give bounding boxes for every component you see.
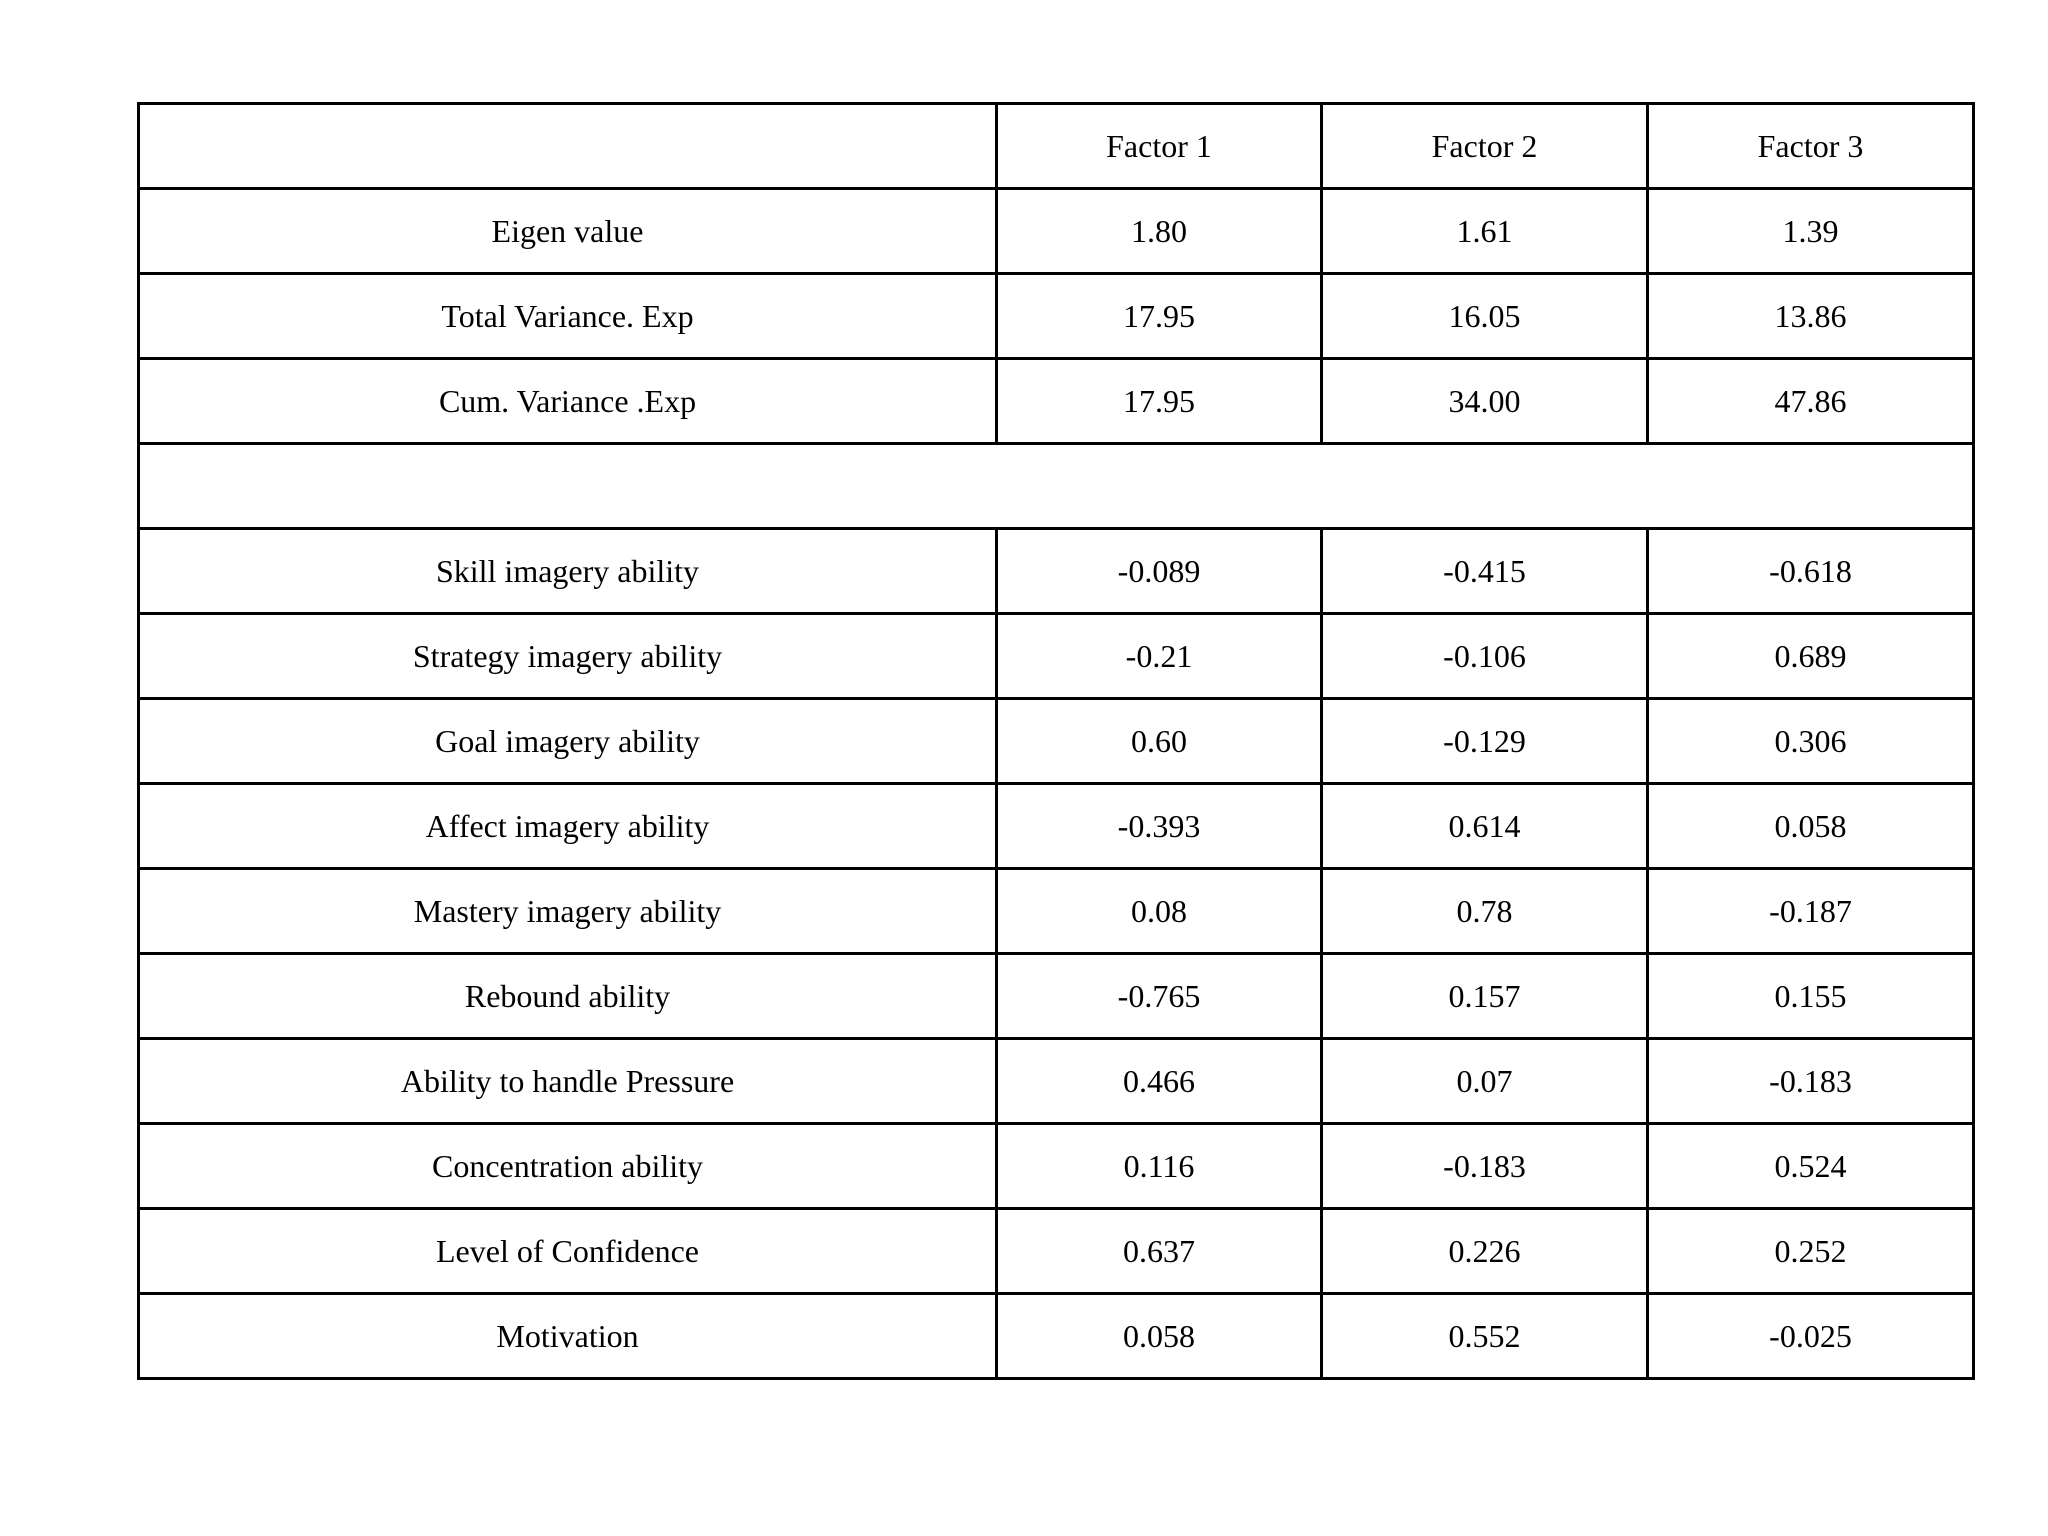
value-cell: -0.765 (997, 954, 1322, 1039)
table-row (139, 699, 1974, 784)
value-cell: -0.089 (997, 529, 1322, 614)
table-row (139, 614, 1974, 699)
value-cell: 0.07 (1322, 1039, 1648, 1124)
header-cell-factor-3: Factor 3 (1648, 104, 1974, 189)
value-cell: -0.393 (997, 784, 1322, 869)
value-cell: 17.95 (997, 359, 1322, 444)
value-cell: 0.306 (1648, 699, 1974, 784)
value-cell: 1.39 (1648, 189, 1974, 274)
value-cell: 34.00 (1322, 359, 1648, 444)
value-cell: 16.05 (1322, 274, 1648, 359)
table-row (139, 274, 1974, 359)
row-label: Cum. Variance .Exp (139, 359, 997, 444)
table-row (139, 359, 1974, 444)
value-cell: 47.86 (1648, 359, 1974, 444)
row-label: Mastery imagery ability (139, 869, 997, 954)
value-cell: 0.637 (997, 1209, 1322, 1294)
row-label: Rebound ability (139, 954, 997, 1039)
row-label: Level of Confidence (139, 1209, 997, 1294)
row-label: Total Variance. Exp (139, 274, 997, 359)
value-cell: 0.058 (997, 1294, 1322, 1379)
row-label: Eigen value (139, 189, 997, 274)
header-row (139, 104, 1974, 189)
value-cell: 0.466 (997, 1039, 1322, 1124)
value-cell: 0.252 (1648, 1209, 1974, 1294)
table-row (139, 869, 1974, 954)
value-cell: -0.183 (1322, 1124, 1648, 1209)
row-label: Concentration ability (139, 1124, 997, 1209)
table-row (139, 1294, 1974, 1379)
value-cell: -0.618 (1648, 529, 1974, 614)
value-cell: -0.025 (1648, 1294, 1974, 1379)
table-row (139, 529, 1974, 614)
row-label: Ability to handle Pressure (139, 1039, 997, 1124)
row-label: Goal imagery ability (139, 699, 997, 784)
value-cell: 0.155 (1648, 954, 1974, 1039)
table-row (139, 189, 1974, 274)
value-cell: 0.08 (997, 869, 1322, 954)
row-label: Skill imagery ability (139, 529, 997, 614)
value-cell: 0.614 (1322, 784, 1648, 869)
table-row (139, 1039, 1974, 1124)
value-cell: 1.80 (997, 189, 1322, 274)
row-label: Motivation (139, 1294, 997, 1379)
table-row (139, 784, 1974, 869)
value-cell: 1.61 (1322, 189, 1648, 274)
value-cell: 0.524 (1648, 1124, 1974, 1209)
value-cell: 0.157 (1322, 954, 1648, 1039)
value-cell: 0.689 (1648, 614, 1974, 699)
value-cell: 0.226 (1322, 1209, 1648, 1294)
header-cell-factor-2: Factor 2 (1322, 104, 1648, 189)
value-cell: -0.183 (1648, 1039, 1974, 1124)
value-cell: -0.187 (1648, 869, 1974, 954)
row-label: Strategy imagery ability (139, 614, 997, 699)
header-cell-empty (139, 104, 997, 189)
value-cell: -0.129 (1322, 699, 1648, 784)
value-cell: -0.106 (1322, 614, 1648, 699)
value-cell: 0.60 (997, 699, 1322, 784)
spacer-cell (139, 444, 1974, 529)
value-cell: 0.058 (1648, 784, 1974, 869)
table-row (139, 1209, 1974, 1294)
row-label: Affect imagery ability (139, 784, 997, 869)
value-cell: 17.95 (997, 274, 1322, 359)
value-cell: 13.86 (1648, 274, 1974, 359)
value-cell: -0.415 (1322, 529, 1648, 614)
value-cell: 0.116 (997, 1124, 1322, 1209)
value-cell: -0.21 (997, 614, 1322, 699)
table-row (139, 1124, 1974, 1209)
value-cell: 0.552 (1322, 1294, 1648, 1379)
table-row (139, 954, 1974, 1039)
spacer-row (139, 444, 1974, 529)
factor-loadings-table (137, 102, 1975, 1380)
header-cell-factor-1: Factor 1 (997, 104, 1322, 189)
value-cell: 0.78 (1322, 869, 1648, 954)
